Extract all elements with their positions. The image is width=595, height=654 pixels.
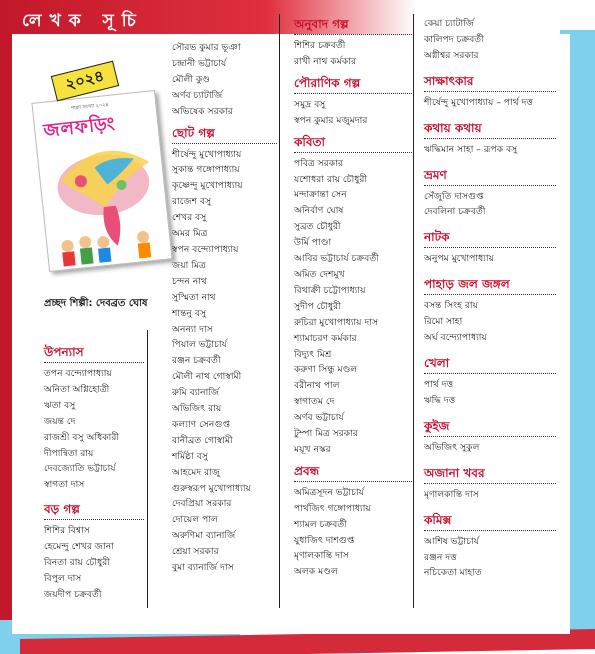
author-name: অরুণিমা ব্যানার্জি bbox=[172, 530, 236, 542]
magazine-cover-image bbox=[31, 90, 172, 272]
author-name: টুম্পা মিত্র সরকার bbox=[294, 428, 358, 440]
author-name: বুমা ব্যানার্জি দাস bbox=[172, 562, 234, 574]
author-name: করুণা সিন্ধু মণ্ডল bbox=[294, 364, 358, 376]
author-name: বিপুল দাস bbox=[44, 572, 82, 584]
author-name: রাজশ্রী বসু অধিকারী bbox=[44, 431, 120, 443]
author-name: শিশির বিশ্বাস bbox=[44, 525, 90, 537]
author-name: শ্যামাচরণ কর্মকার bbox=[294, 332, 357, 344]
author-name: শর্মিষ্ঠা বসু bbox=[172, 450, 208, 462]
author-name: আশিষ ভট্টাচার্য bbox=[424, 535, 479, 547]
author-name: অলক মণ্ডল bbox=[294, 566, 338, 578]
author-name: শেখর বসু bbox=[172, 212, 207, 224]
author-name: যুধাজিৎ দাশগুপ্ত bbox=[294, 534, 355, 546]
author-name: শীর্ষেন্দু মুখোপাধ্যায় – পার্থ দত্ত bbox=[424, 96, 533, 108]
author-name: কল্যাণ সেনগুপ্ত bbox=[172, 418, 231, 430]
column-divider bbox=[413, 14, 414, 608]
author-name: অনিতা অগ্নিহোত্রী bbox=[44, 383, 110, 395]
dotted-divider bbox=[44, 360, 144, 363]
author-name: দেবলিনা চক্রবর্তী bbox=[424, 206, 486, 218]
section-heading: কমিক্স bbox=[424, 512, 452, 527]
author-name: বরীনাথ পাল bbox=[294, 380, 340, 392]
author-name: সমুদ্র বসু bbox=[294, 98, 326, 110]
dotted-divider bbox=[424, 481, 556, 484]
author-name: যশোধরা রায় চৌধুরী bbox=[294, 173, 368, 185]
section-heading: নাটক bbox=[424, 230, 450, 245]
author-name: সুদীপ চৌধুরী bbox=[294, 300, 341, 312]
dotted-divider bbox=[424, 528, 556, 531]
author-name: শীর্ষেন্দু মুখোপাধ্যায় bbox=[172, 148, 242, 160]
section-heading: পৌরাণিক গল্প bbox=[294, 75, 361, 90]
author-name: ঋদ্ধি দত্ত bbox=[424, 394, 456, 406]
author-name: মৌলী নাথ গোস্বামী bbox=[172, 371, 242, 383]
author-name: দীপান্বিতা রায় bbox=[44, 447, 94, 459]
author-name: অর্ণব ভট্টাচার্য bbox=[294, 412, 344, 424]
column-3 bbox=[294, 16, 412, 580]
dotted-divider bbox=[424, 89, 556, 92]
dotted-divider bbox=[294, 32, 412, 35]
author-name: উর্মি পাণ্ডা bbox=[294, 237, 332, 249]
section-heading: অজানা খবর bbox=[424, 465, 485, 480]
section-heading: খেলা bbox=[424, 355, 450, 370]
author-name: মৃণালকান্তি দাস bbox=[424, 488, 479, 500]
section-heading: ছোট গল্প bbox=[172, 125, 215, 140]
author-name: পবিত্র সরকার bbox=[294, 157, 343, 169]
column-2 bbox=[172, 40, 277, 576]
author-name: অনুপম মুখোপাধ্যায় bbox=[424, 253, 494, 265]
section-heading: প্রবন্ধ bbox=[294, 463, 320, 478]
author-name: অর্ণব চ্যাটার্জি bbox=[172, 89, 223, 101]
dotted-divider bbox=[424, 245, 556, 248]
author-name: অভিষেক সরকার bbox=[172, 105, 233, 117]
section-heading: কথায় কথায় bbox=[424, 120, 482, 135]
author-name: অমর মিত্র bbox=[172, 228, 208, 240]
author-name: নচিকেতা মাহাত bbox=[424, 567, 482, 579]
author-name: বানীব্রত গোস্বামী bbox=[172, 434, 233, 446]
author-name: শান্তনু বসু bbox=[172, 307, 207, 319]
page-title: লেখক সূচি bbox=[22, 11, 144, 31]
author-name: আবির ভট্টাচার্য চক্রবর্তী bbox=[294, 253, 379, 265]
author-name: জয়া মিত্র bbox=[172, 259, 206, 271]
author-name: মন্দাক্রান্তা সেন bbox=[294, 189, 347, 201]
author-name: রাখী নাথ কর্মকার bbox=[294, 55, 356, 67]
section-heading: ভ্রমণ bbox=[424, 167, 447, 182]
author-name: পিয়াল ভট্টাচার্য bbox=[172, 339, 227, 351]
author-name: স্বাগাতম দে bbox=[294, 396, 335, 408]
dotted-divider bbox=[424, 136, 556, 139]
author-name: সুব্রত চৌধুরী bbox=[294, 221, 341, 233]
author-name: অনির্বাণ ঘোষ bbox=[294, 205, 344, 217]
section-heading: অনুবাদ গল্প bbox=[294, 17, 349, 31]
author-name: রিমো সাহা bbox=[424, 316, 463, 328]
author-name: তপন বন্দ্যোপাধ্যায় bbox=[44, 368, 112, 379]
author-name: কেয়া চ্যাটার্জি bbox=[424, 18, 474, 29]
section-heading: কবিতা bbox=[294, 134, 325, 149]
author-name: চন্দন নাথ bbox=[172, 275, 207, 287]
author-name: দোয়েল পাল bbox=[172, 514, 218, 526]
section-heading: কুইজ bbox=[424, 418, 450, 433]
author-name: বিদ্যুৎ মিশ্র bbox=[294, 348, 332, 360]
section-heading: পাহাড় জল জঙ্গল bbox=[424, 277, 510, 292]
author-name: অনন্যা দাস bbox=[172, 323, 213, 335]
author-name: শ্রেয়া সরকার bbox=[172, 546, 219, 558]
author-name: ময়ূখ নস্কর bbox=[294, 443, 331, 455]
cover-title: জলফড়িং bbox=[42, 113, 117, 142]
author-name: গুরুস্বরূপ মুখোপাধ্যায় bbox=[172, 482, 251, 494]
author-name: কৃষ্ণেন্দু মুখোপাধ্যায় bbox=[172, 180, 243, 192]
red-left-band bbox=[0, 30, 12, 640]
column-1 bbox=[44, 344, 144, 603]
dotted-divider bbox=[424, 183, 556, 186]
author-name: অভিজিৎ রায় bbox=[172, 403, 222, 415]
author-name: সেঁজুতি দাসগুপ্ত bbox=[424, 190, 484, 202]
author-name: রুমি ব্যানার্জি bbox=[172, 387, 220, 399]
author-name: দেবপ্রিয়া সরকার bbox=[172, 498, 232, 510]
dotted-divider bbox=[172, 141, 277, 144]
author-name: সুকান্ত গঙ্গোপাধ্যায় bbox=[172, 164, 240, 176]
author-name: হেমেন্দু শেখর জানা bbox=[44, 541, 114, 553]
section-heading: সাক্ষাৎকার bbox=[424, 73, 474, 88]
bird-illustration bbox=[37, 131, 173, 272]
author-name: মৌলী কুণ্ড bbox=[172, 73, 211, 85]
author-name: পার্থজিৎ গঙ্গোপাধ্যায় bbox=[294, 502, 371, 514]
author-name: জয়দীপ চক্রবর্তী bbox=[44, 588, 102, 600]
section-heading: বড় গল্প bbox=[44, 502, 80, 517]
author-name: অভিজিৎ সুকুল bbox=[424, 441, 480, 453]
author-name: স্বাগতা দাস bbox=[44, 479, 85, 491]
author-name: ঋতা বসু bbox=[44, 399, 76, 411]
author-name: রঞ্জন চক্রবর্তী bbox=[172, 355, 221, 367]
author-name: আহমেদ রাজু bbox=[172, 466, 221, 478]
dotted-divider bbox=[424, 434, 556, 437]
year-tag: ২০২৪ bbox=[51, 61, 119, 102]
author-name: বিথাক্রী চট্টোপাধ্যায় bbox=[294, 284, 366, 296]
author-name: বিনতা রায় চৌধুরী bbox=[44, 557, 110, 569]
author-name: রুচিরা মুখোপাধ্যায় দাস bbox=[294, 316, 379, 328]
column-4 bbox=[424, 16, 556, 581]
author-name: মৃণালকান্তি দাস bbox=[294, 550, 349, 562]
author-name: সৌরভ কুমার ভূঞা bbox=[172, 42, 241, 53]
author-name: শিশির চক্রবর্তী bbox=[294, 40, 346, 51]
author-name: রঞ্জন দত্ত bbox=[424, 551, 457, 563]
author-name: কালিপদ চক্রবর্তী bbox=[424, 33, 484, 45]
dotted-divider bbox=[424, 371, 556, 374]
author-name: অর্ঘ বন্দ্যোপাধ্যায় bbox=[424, 332, 487, 344]
author-name: স্বপন কুমার মজুমদার bbox=[294, 114, 368, 126]
author-name: বসন্ত সিংহ রায় bbox=[424, 300, 478, 312]
author-name: অমিত্রসূদন ভট্টাচার্য bbox=[294, 486, 364, 498]
author-name: স্বপন বন্দ্যোপাধ্যায় bbox=[172, 243, 239, 255]
section-heading: উপন্যাস bbox=[44, 345, 84, 359]
author-name: জয়ন্ত দে bbox=[44, 415, 76, 427]
author-name: ঋদ্ধিমান সাহা – রূপক বসু bbox=[424, 143, 518, 155]
cover-subtitle: শারদ সংখ্যা ২০২৪ bbox=[70, 101, 110, 112]
author-name: অগ্নীশ্বর সরকার bbox=[424, 49, 479, 61]
dotted-divider bbox=[294, 479, 412, 482]
author-name: পার্থ দত্ত bbox=[424, 378, 454, 390]
column-divider bbox=[147, 330, 148, 608]
author-name: রাজেশ বসু bbox=[172, 196, 212, 208]
dotted-divider bbox=[424, 292, 556, 295]
author-name: সুস্মিতা নাথ bbox=[172, 291, 216, 303]
author-name: চন্দ্রানী ভট্টাচার্য bbox=[172, 57, 227, 69]
author-name: অমিত দেশমুখ bbox=[294, 268, 345, 280]
dotted-divider bbox=[294, 150, 412, 153]
dotted-divider bbox=[44, 517, 144, 520]
author-name: শ্যামল চক্রবর্তী bbox=[294, 518, 347, 530]
dotted-divider bbox=[294, 91, 412, 94]
cover-credit: প্রচ্ছদ শিল্পী: দেবব্রত ঘোষ bbox=[44, 298, 148, 309]
author-name: দেবজ্যোতি ভট্টাচার্য bbox=[44, 463, 116, 475]
column-divider bbox=[279, 14, 280, 608]
